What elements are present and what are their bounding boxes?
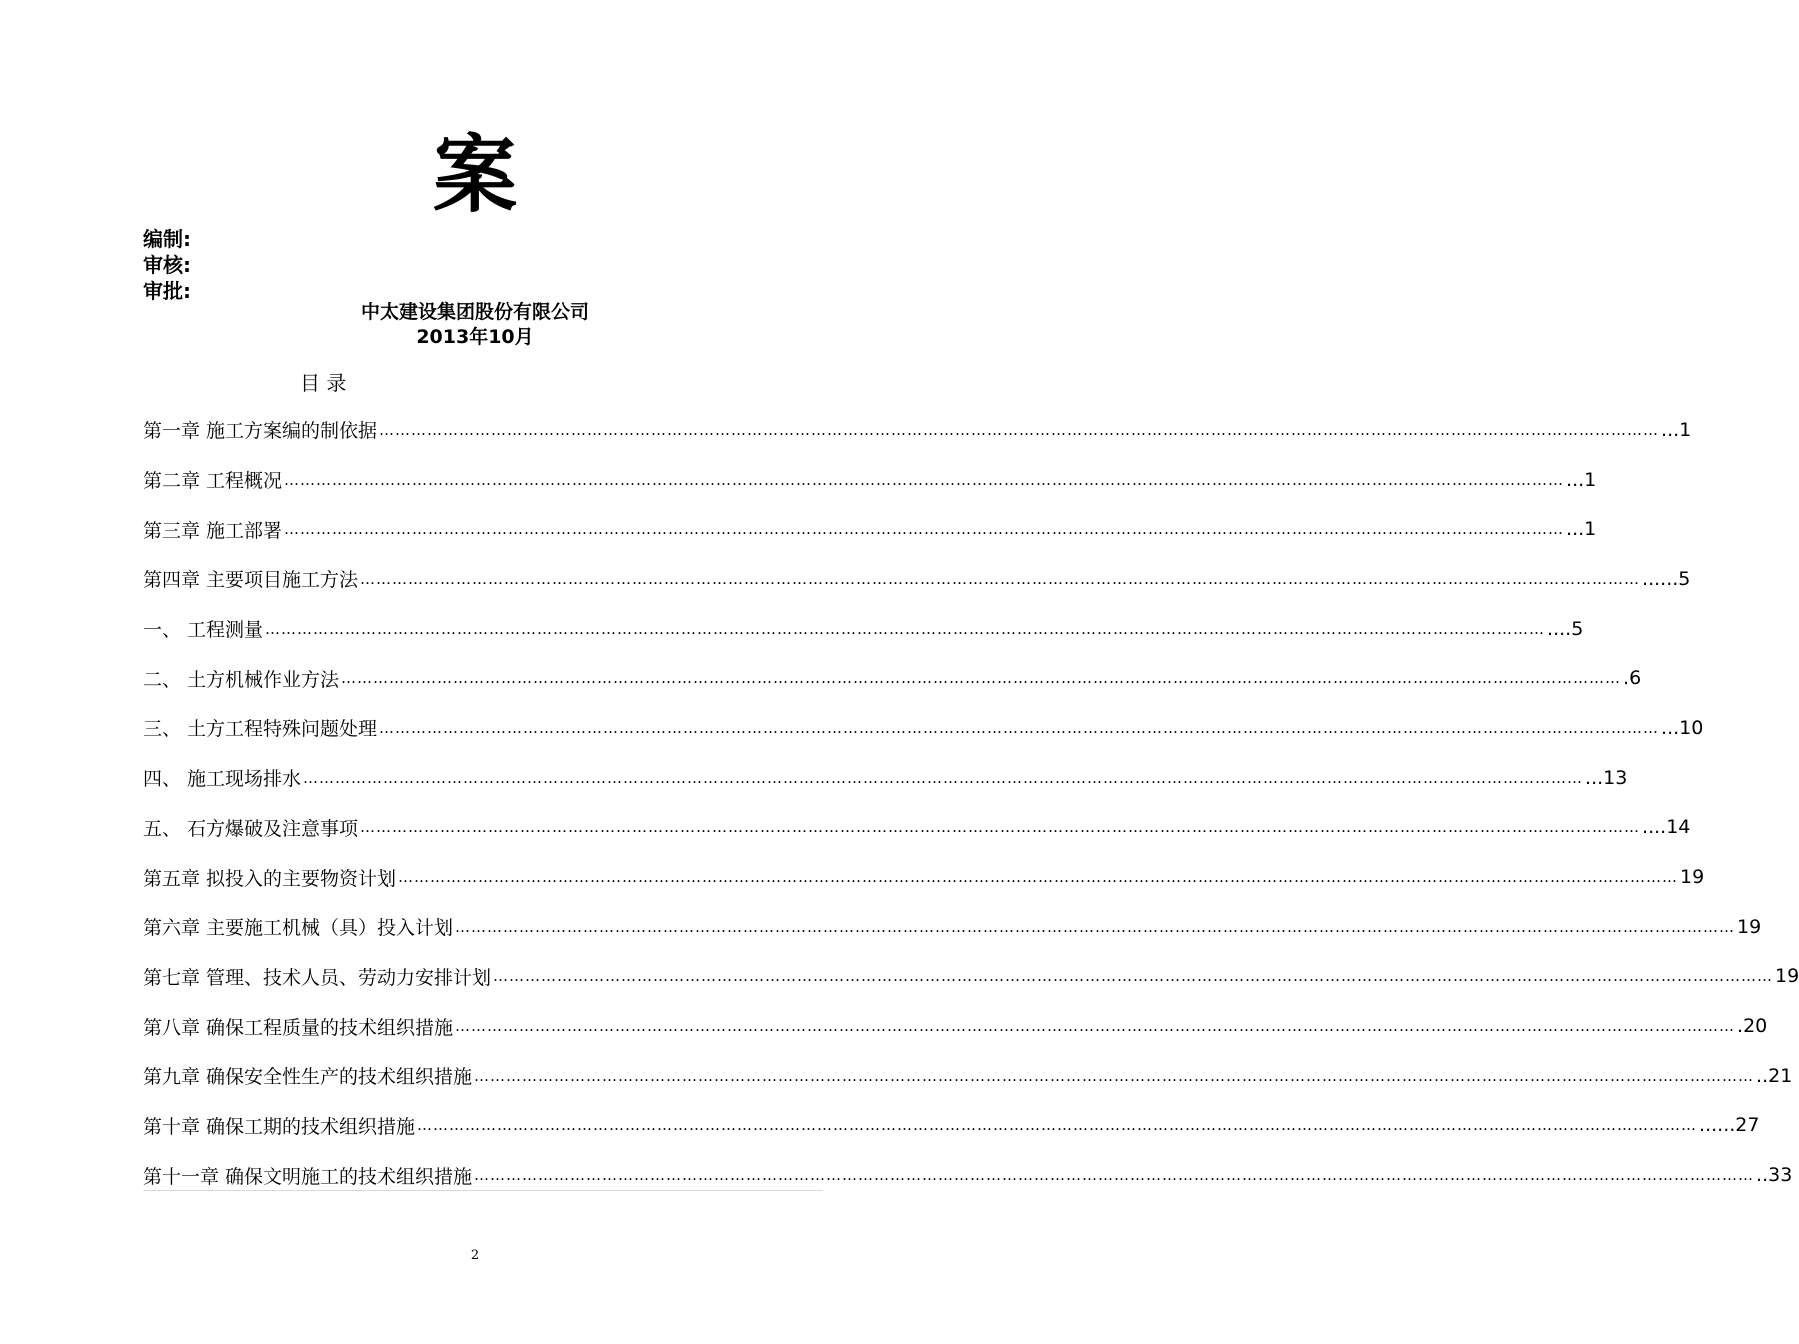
toc-entry-page: ..21 [1756, 1064, 1793, 1087]
toc-entry-title: 一、 工程测量 [143, 619, 264, 642]
toc-entry-title: 第七章 管理、技术人员、劳动力安排计划 [143, 966, 492, 989]
reviewed-by-label: 审核: [143, 253, 191, 277]
toc-entry-title: 第八章 确保工程质量的技术组织措施 [143, 1016, 454, 1039]
toc-entry-page: .6 [1623, 667, 1642, 690]
toc-leader: …………………………………………………………………………………………………………………………………………………………………………………………………………………… [474, 1166, 1755, 1185]
toc-entry[interactable] [143, 703, 1704, 753]
toc-entry-page: 19 [1737, 915, 1762, 938]
table-of-contents [143, 405, 1799, 1200]
toc-entry-page: ..33 [1756, 1164, 1793, 1187]
toc-entry[interactable] [143, 1051, 1793, 1101]
toc-entry[interactable] [143, 1101, 1760, 1151]
toc-heading: 目 录 [300, 371, 347, 395]
toc-entry[interactable] [143, 1150, 1793, 1200]
toc-entry-title: 第五章 拟投入的主要物资计划 [143, 867, 397, 890]
toc-entry-page: 19 [1680, 866, 1705, 889]
toc-entry-page: ...1 [1661, 418, 1692, 441]
document-date: 2013年10月 [416, 326, 534, 348]
toc-entry-page: ...13 [1585, 766, 1628, 789]
toc-entry[interactable] [143, 852, 1705, 902]
footer-divider [143, 1190, 823, 1191]
toc-entry-page: 19 [1775, 965, 1799, 988]
toc-leader: …………………………………………………………………………………………………………………………………………………………………………………………………………………… [284, 470, 1565, 489]
toc-entry[interactable] [143, 405, 1692, 455]
toc-leader: …………………………………………………………………………………………………………………………………………………………………………………………………………………… [474, 1066, 1755, 1085]
toc-entry-title: 第二章 工程概况 [143, 470, 283, 493]
toc-leader: …………………………………………………………………………………………………………………………………………………………………………………………………………………… [360, 818, 1641, 837]
toc-entry[interactable] [143, 952, 1799, 1002]
toc-entry[interactable] [143, 1001, 1768, 1051]
toc-entry-page: ....5 [1547, 617, 1584, 640]
toc-entry-title: 第十章 确保工期的技术组织措施 [143, 1115, 416, 1138]
toc-entry-page: .20 [1737, 1015, 1768, 1038]
toc-entry-page: ...1 [1566, 468, 1597, 491]
toc-entry-page: ......5 [1642, 567, 1691, 590]
toc-leader: …………………………………………………………………………………………………………………………………………………………………………………………………………………… [455, 1017, 1736, 1036]
title-character: 案 [432, 126, 517, 224]
approved-by-label: 审批: [143, 279, 191, 303]
toc-entry-page: ...10 [1661, 716, 1704, 739]
toc-leader: …………………………………………………………………………………………………………………………………………………………………………………………………………………… [341, 669, 1622, 688]
toc-entry-title: 第十一章 确保文明施工的技术组织措施 [143, 1165, 473, 1188]
toc-leader: …………………………………………………………………………………………………………………………………………………………………………………………………………………… [379, 718, 1660, 737]
signature-block [143, 226, 191, 304]
toc-entry-title: 第三章 施工部署 [143, 519, 283, 542]
toc-entry[interactable] [143, 604, 1584, 654]
toc-entry[interactable] [143, 653, 1642, 703]
toc-leader: …………………………………………………………………………………………………………………………………………………………………………………………………………………… [417, 1116, 1698, 1135]
toc-entry-page: ....14 [1642, 816, 1691, 839]
toc-entry-title: 第一章 施工方案编的制依据 [143, 420, 378, 443]
toc-entry-title: 三、 土方工程特殊问题处理 [143, 718, 378, 741]
toc-entry[interactable] [143, 753, 1628, 803]
toc-entry-title: 第四章 主要项目施工方法 [143, 569, 359, 592]
toc-entry-title: 五、 石方爆破及注意事项 [143, 817, 359, 840]
toc-entry[interactable] [143, 902, 1762, 952]
toc-entry-page: ......27 [1699, 1114, 1760, 1137]
toc-entry-title: 四、 施工现场排水 [143, 768, 302, 791]
toc-leader: …………………………………………………………………………………………………………………………………………………………………………………………………………………… [265, 619, 1546, 638]
toc-entry-title: 第六章 主要施工机械（具）投入计划 [143, 917, 454, 940]
toc-leader: …………………………………………………………………………………………………………………………………………………………………………………………………………………… [455, 917, 1736, 936]
toc-entry[interactable] [143, 554, 1691, 604]
toc-entry-title: 第九章 确保安全性生产的技术组织措施 [143, 1066, 473, 1089]
toc-leader: …………………………………………………………………………………………………………………………………………………………………………………………………………………… [379, 420, 1660, 439]
toc-leader: …………………………………………………………………………………………………………………………………………………………………………………………………………………… [303, 768, 1584, 787]
toc-entry[interactable] [143, 455, 1597, 505]
toc-leader: …………………………………………………………………………………………………………………………………………………………………………………………………………………… [360, 569, 1641, 588]
page-number: 2 [470, 1248, 480, 1263]
compiled-by-label: 编制: [143, 227, 191, 251]
toc-entry[interactable] [143, 504, 1597, 554]
toc-entry-page: ...1 [1566, 518, 1597, 541]
toc-entry-title: 二、 土方机械作业方法 [143, 668, 340, 691]
toc-leader: …………………………………………………………………………………………………………………………………………………………………………………………………………………… [398, 868, 1679, 887]
toc-leader: …………………………………………………………………………………………………………………………………………………………………………………………………………………… [284, 520, 1565, 539]
toc-entry[interactable] [143, 803, 1691, 853]
toc-leader: …………………………………………………………………………………………………………………………………………………………………………………………………………………… [493, 967, 1774, 986]
company-name: 中太建设集团股份有限公司 [360, 301, 589, 323]
